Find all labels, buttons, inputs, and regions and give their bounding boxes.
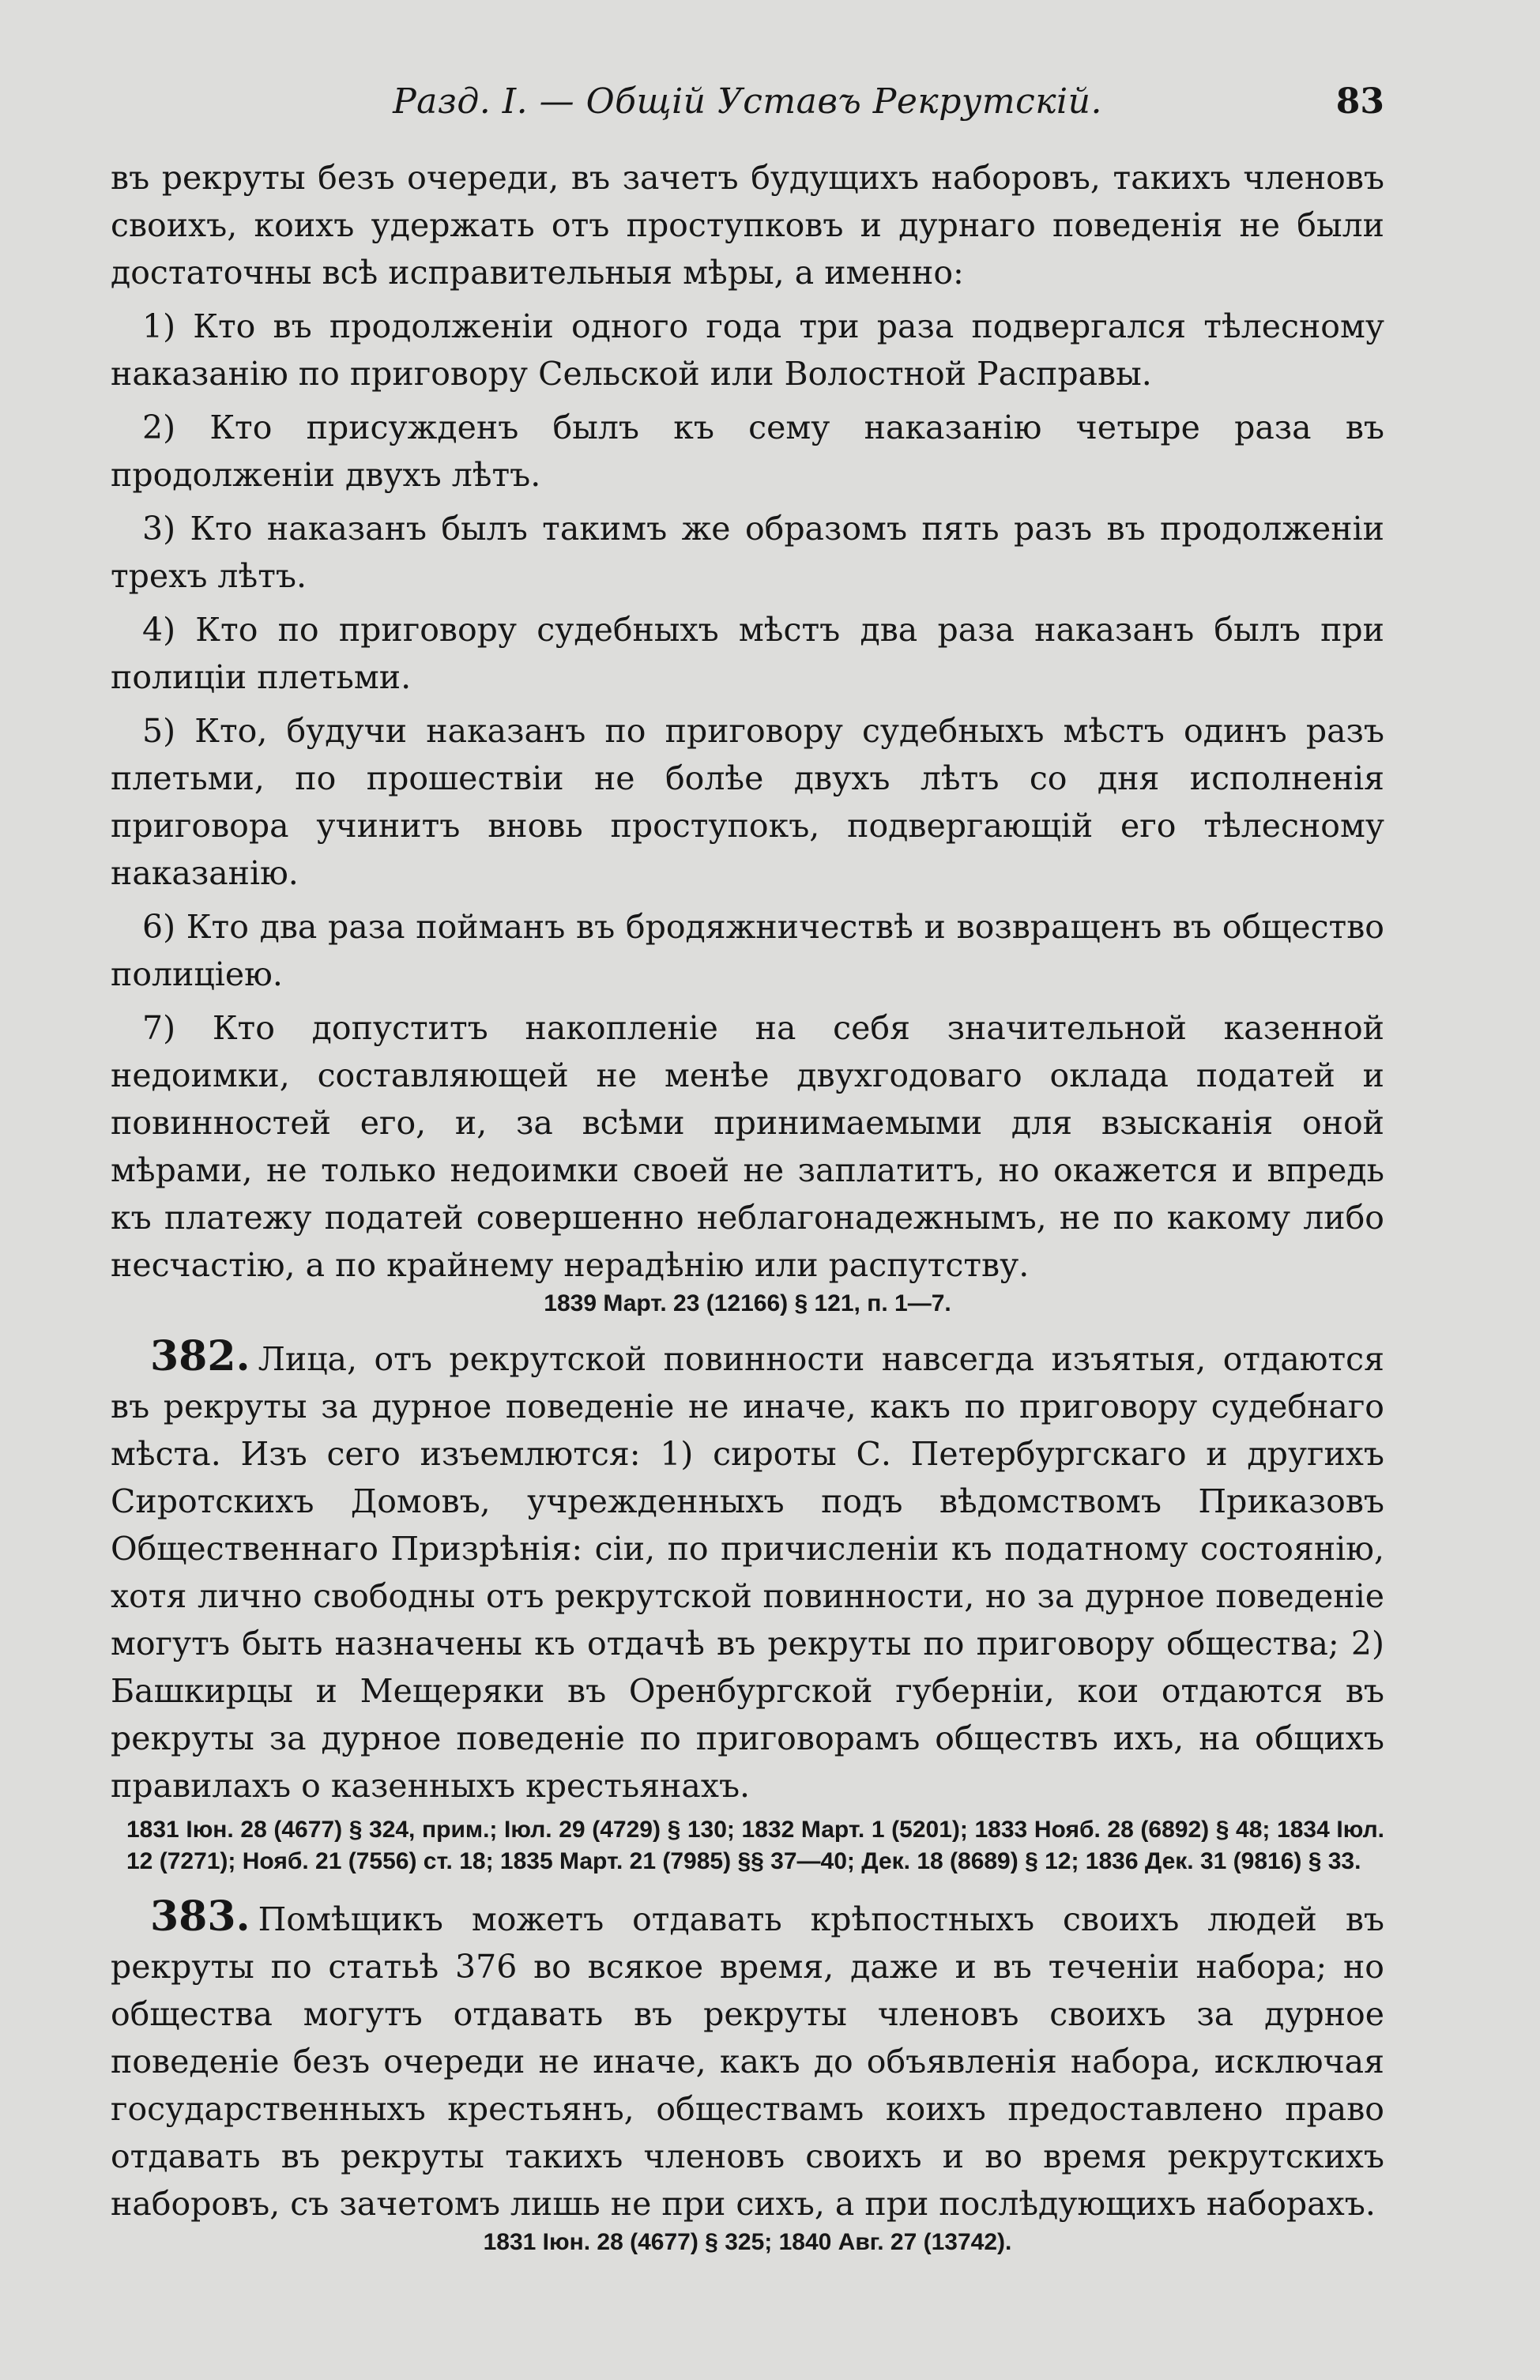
- list-item: 2) Кто присужденъ былъ къ сему наказанію четыре раза въ продолженіи двухъ лѣтъ.: [111, 409, 1384, 494]
- list-item: 6) Кто два раза пойманъ въ бродяжничествѣ и возвращенъ въ общество полиціею.: [111, 908, 1384, 993]
- list-item: 7) Кто допуститъ накопленіе на себя значительной казенной недоимки, составляющей не менѣе двухгодоваго оклада податей и повинностей его, и, за всѣми принимаемыми для взысканія оной мѣрами, не только недоимки своей не заплатитъ, но окажется и впредь къ платежу податей совершенно неблагонадежнымъ, не по какому либо несчастію, а по крайнему нерадѣнію или распутству.: [111, 1009, 1384, 1284]
- running-title: Разд. I. — Общій Уставъ Рекрутскій.: [393, 81, 1102, 122]
- citation: 1831 Іюн. 28 (4677) § 324, прим.; Іюл. 29 (4729) § 130; 1832 Март. 1 (5201); 1833 Нояб. 28 (6892) § 48; 1834 Іюл. 12 (7271); Нояб. 21 (7556) ст. 18; 1835 Март. 21 (7985) §§ 37—40; Дек. 18 (8689) § 12; 1836 Дек. 31 (9816) § 33.: [126, 1817, 1384, 1874]
- article-number: 383.: [150, 1892, 250, 1941]
- page-header: [111, 75, 1384, 130]
- list-item: 5) Кто, будучи наказанъ по приговору судебныхъ мѣстъ одинъ разъ плетьми, по прошествіи не болѣе двухъ лѣтъ со дня исполненія приговора учинитъ вновь проступокъ, подвергающій его тѣлесному наказанію.: [111, 712, 1384, 892]
- citation: 1831 Іюн. 28 (4677) § 325; 1840 Авг. 27 (13742).: [483, 2229, 1012, 2255]
- page-number: 83: [1335, 81, 1384, 122]
- page-body: [111, 154, 1384, 2269]
- article-text: Помѣщикъ можетъ отдавать крѣпостныхъ своихъ людей въ рекруты по статьѣ 376 во всякое время, даже и въ теченіи набора; но общества могутъ отдавать въ рекруты членовъ своихъ за дурное поведеніе безъ очереди не иначе, какъ до объявленія набора, исключая государственныхъ крестьянъ, обществамъ коихъ предоставлено право отдавать въ рекруты такихъ членовъ своихъ и во время рекрутскихъ наборовъ, съ зачетомъ лишь не при сихъ, а при послѣдующихъ наборахъ.: [111, 1900, 1384, 2223]
- citation: 1839 Март. 23 (12166) § 121, п. 1—7.: [544, 1290, 951, 1316]
- article-number: 382.: [150, 1332, 250, 1380]
- article-382: [111, 1333, 1384, 1809]
- list-item: 1) Кто въ продолженіи одного года три раза подвергался тѣлесному наказанію по приговору Сельской или Волостной Расправы.: [111, 307, 1384, 393]
- list-item: 4) Кто по приговору судебныхъ мѣстъ два раза наказанъ былъ при полиціи плетьми.: [111, 611, 1384, 696]
- article-text: Лица, отъ рекрутской повинности навсегда изъятыя, отдаются въ рекруты за дурное поведеніе не иначе, какъ по приговору судебнаго мѣста. Изъ сего изъемлются: 1) сироты С. Петербургскаго и другихъ Сиротскихъ Домовъ, учрежденныхъ подъ вѣдомствомъ Приказовъ Общественнаго Призрѣнія: сіи, по причисленіи къ податному состоянію, хотя лично свободны отъ рекрутской повинности, но за дурное поведеніе могутъ быть назначены къ отдачѣ въ рекруты по приговору общества; 2) Башкирцы и Мещеряки въ Оренбургской губерніи, кои отдаются въ рекруты за дурное поведеніе по приговорамъ обществъ ихъ, на общихъ правилахъ о казенныхъ крестьянахъ.: [111, 1340, 1384, 1805]
- intro-paragraph: въ рекруты безъ очереди, въ зачетъ будущихъ наборовъ, такихъ членовъ своихъ, коихъ удержать отъ проступковъ и дурнаго поведенія не были достаточны всѣ исправительныя мѣры, а именно:: [111, 159, 1384, 292]
- article-383: [111, 1893, 1384, 2227]
- list-item: 3) Кто наказанъ былъ такимъ же образомъ пять разъ въ продолженіи трехъ лѣтъ.: [111, 510, 1384, 595]
